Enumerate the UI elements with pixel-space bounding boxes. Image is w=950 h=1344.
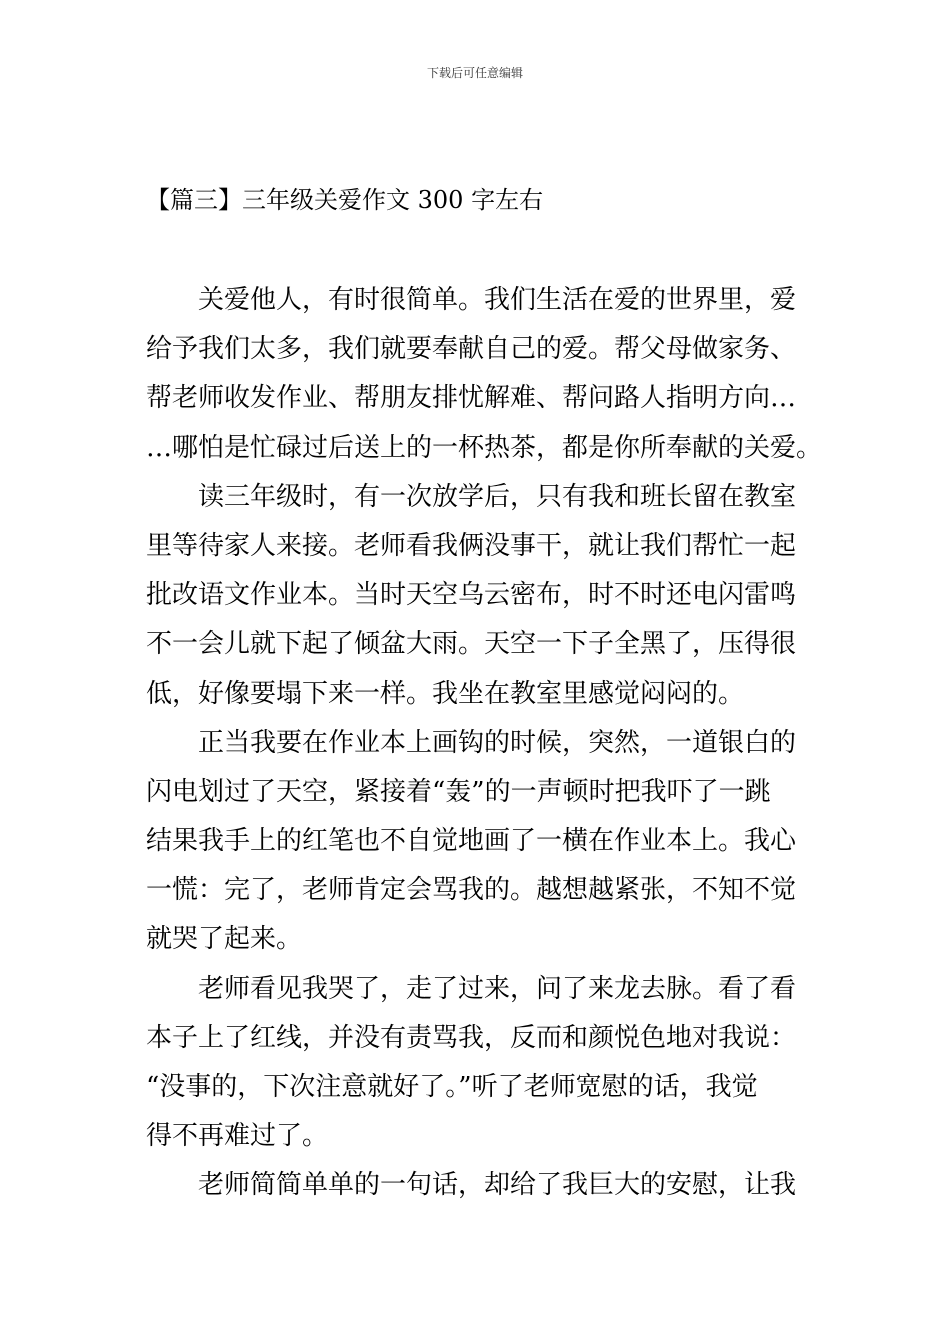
text-line: 给予我们太多，我们就要奉献自己的爱。帮父母做家务、 [146, 334, 797, 365]
text-line: 一慌：完了，老师肯定会骂我的。越想越紧张，不知不觉 [146, 875, 797, 906]
text-line: …哪怕是忙碌过后送上的一杯热茶，都是你所奉献的关爱。 [146, 432, 823, 463]
text-line: 批改语文作业本。当时天空乌云密布，时不时还电闪雷鸣 [146, 580, 797, 611]
document-title: 【篇三】三年级关爱作文 300 字左右 [146, 186, 544, 214]
text-line: 关爱他人，有时很简单。我们生活在爱的世界里，爱 [198, 285, 797, 315]
text-line: 老师看见我哭了，走了过来，问了来龙去脉。看了看 [198, 973, 797, 1004]
text-line: 结果我手上的红笔也不自觉地画了一横在作业本上。我心 [146, 826, 797, 857]
paragraph [146, 283, 823, 480]
text-line: 老师简简单单的一句话，却给了我巨大的安慰，让我 [198, 1170, 797, 1201]
paragraph [146, 1168, 806, 1217]
text-line: 低，好像要塌下来一样。我坐在教室里感觉闷闷的。 [146, 678, 745, 709]
text-line: 闪电划过了天空，紧接着“轰”的一声顿时把我吓了一跳 [146, 776, 771, 807]
paragraph [146, 972, 806, 1169]
text-line: 读三年级时，有一次放学后，只有我和班长留在教室 [198, 481, 797, 512]
paragraph [146, 726, 806, 972]
document-body [146, 283, 823, 1218]
text-line: 正当我要在作业本上画钩的时候，突然，一道银白的 [198, 727, 797, 758]
paragraph [146, 480, 806, 726]
text-line: 本子上了红线，并没有责骂我，反而和颜悦色地对我说： [146, 1022, 797, 1053]
header-note: 下载后可任意编辑 [426, 66, 523, 80]
text-line: 就哭了起来。 [146, 924, 303, 955]
text-line: 里等待家人来接。老师看我俩没事干，就让我们帮忙一起 [146, 530, 797, 561]
text-line: 帮老师收发作业、帮朋友排忧解难、帮问路人指明方向… [146, 383, 797, 414]
text-line: “没事的，下次注意就好了。”听了老师宽慰的话，我觉 [146, 1072, 758, 1102]
text-line: 不一会儿就下起了倾盆大雨。天空一下子全黑了，压得很 [146, 629, 797, 660]
text-line: 得不再难过了。 [146, 1121, 329, 1152]
